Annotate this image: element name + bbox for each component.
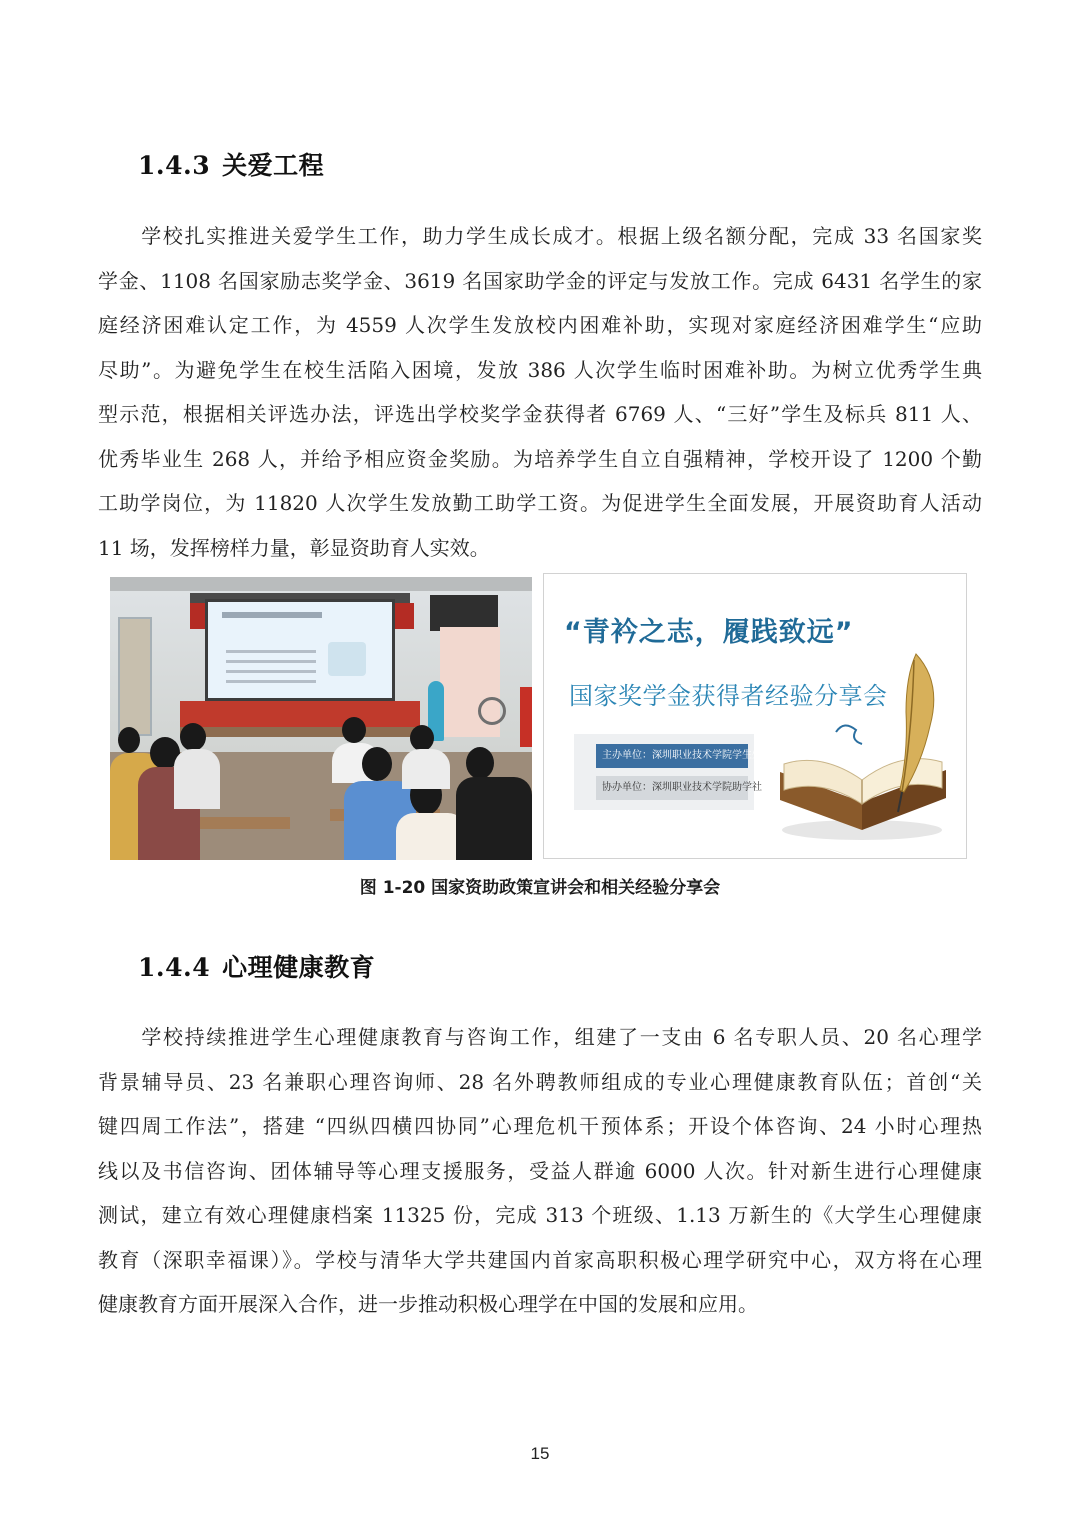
section-number: 1.4.3 [138,151,211,180]
flag-icon [520,687,532,747]
photo-ceiling [110,577,532,591]
paragraph-line: 工助学岗位，为 11820 人次学生发放勤工助学工资。为促进学生全面发展，开展资助育人活动 [98,491,982,515]
paragraph-line: 型示范，根据相关评选办法，评选出学校奖学金获得者 6769 人、“三好”学生及标兵 811 人、 [98,402,982,426]
photo-window [430,595,498,631]
paragraph-line: 学校扎实推进关爱学生工作，助力学生成长成才。根据上级名额分配，完成 33 名国家奖 [98,224,982,248]
book-quill-icon [766,652,966,852]
section-title: 心理健康教育 [222,953,376,982]
section-number: 1.4.4 [138,953,211,982]
paragraph-line: 优秀毕业生 268 人，并给予相应资金奖励。为培养学生自立自强精神，学校开设了 1200 个勤 [98,446,982,471]
section-heading-mental-health [138,948,375,984]
policy-briefing-photo [110,577,532,860]
paragraph-line: 健康教育方面开展深入合作，进一步推动积极心理学在中国的发展和应用。 [98,1292,758,1316]
paragraph-line: 测试，建立有效心理健康档案 11325 份，完成 313 个班级、1.13 万新生的《大学生心理健康 [98,1203,982,1227]
slide-co-host-label: 协办单位：深圳职业技术学院助学社 [596,776,748,800]
paragraph-line: 学校持续推进学生心理健康教育与咨询工作，组建了一支由 6 名专职人员、20 名心理学 [98,1025,982,1049]
paragraph-line: 庭经济困难认定工作，为 4559 人次学生发放校内困难补助，实现对家庭经济困难学生“应助 [98,313,982,337]
slide-title: “青衿之志，履践致远” [564,617,854,648]
mental-health-paragraph [98,1015,982,1327]
paragraph-line: 键四周工作法”，搭建 “四纵四横四协同”心理危机干预体系；开设个体咨询、24 小时心理热 [98,1114,982,1138]
photo-stage [180,701,420,727]
paragraph-line: 背景辅导员、23 名兼职心理咨询师、28 名外聘教师组成的专业心理健康教育队伍；首创“关 [98,1069,982,1094]
paragraph-line: 尽助”。为避免学生在校生活陷入困境，发放 386 人次学生临时困难补助。为树立优秀学生典 [98,357,982,382]
page-number: 15 [530,1444,550,1463]
photo-bulletin-board [118,617,152,736]
care-program-paragraph [98,214,982,570]
figure-caption: 图 1-20 国家资助政策宣讲会和相关经验分享会 [359,878,721,898]
section-title: 关爱工程 [222,151,325,180]
paragraph-line: 学金、1108 名国家励志奖学金、3619 名国家助学金的评定与发放工作。完成 6431 名学生的家 [98,268,982,293]
slide-subtitle: 国家奖学金获得者经验分享会 [569,682,888,710]
fan-icon [478,697,506,725]
paragraph-line: 教育（深职幸福课）》。学校与清华大学共建国内首家高职积极心理学研究中心，双方将在心理 [98,1247,982,1272]
experience-sharing-slide [543,573,967,859]
slide-host-label: 主办单位：深圳职业技术学院学生处 [596,744,748,768]
projection-screen [205,599,395,701]
paragraph-line: 线以及书信咨询、团体辅导等心理支援服务，受益人群逾 6000 人次。针对新生进行心理健康 [98,1158,982,1183]
paragraph-line: 11 场，发挥榜样力量，彰显资助育人实效。 [98,535,490,560]
section-heading-care-program [138,146,324,182]
